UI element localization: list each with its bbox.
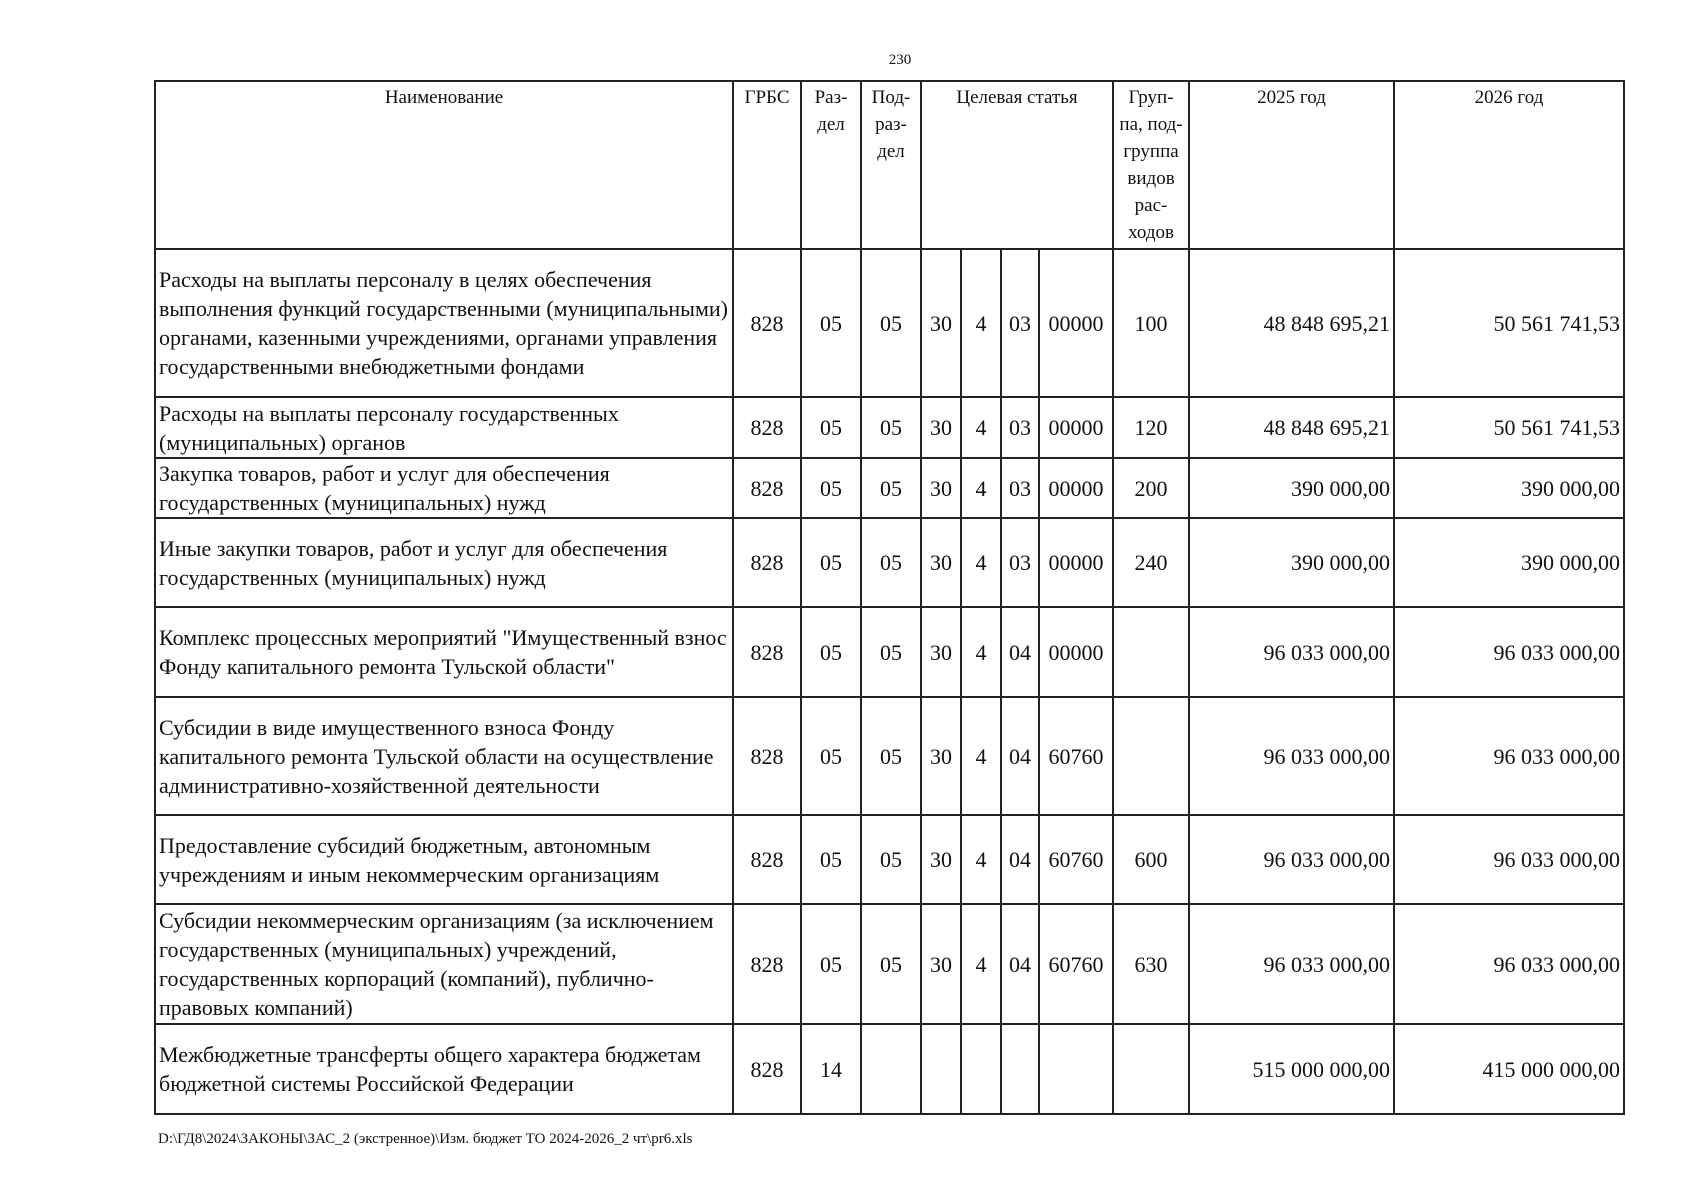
- cell-rz: 14: [801, 1024, 861, 1114]
- table-row: [155, 815, 1624, 904]
- cell-cs4: 00000: [1039, 458, 1113, 518]
- cell-rz: 05: [801, 815, 861, 904]
- cell-grbs: 828: [733, 397, 801, 458]
- cell-name: Субсидии некоммерческим организациям (за исключением государственных (муниципальных) учреждений, государственных корпораций (компаний), публично-правовых компаний): [155, 904, 733, 1024]
- cell-vr: [1113, 607, 1189, 697]
- cell-cs1: [921, 1024, 961, 1114]
- table-row: [155, 607, 1624, 697]
- cell-y2025: 515 000 000,00: [1189, 1024, 1394, 1114]
- cell-cs4: 00000: [1039, 249, 1113, 397]
- cell-y2025: 48 848 695,21: [1189, 397, 1394, 458]
- cell-name: Иные закупки товаров, работ и услуг для обеспечения государственных (муниципальных) нужд: [155, 518, 733, 607]
- cell-grbs: 828: [733, 607, 801, 697]
- cell-grbs: 828: [733, 518, 801, 607]
- page-number: 230: [888, 52, 912, 68]
- header-razdel: Раз- дел: [801, 81, 861, 249]
- table-row: [155, 1024, 1624, 1114]
- cell-pr: 05: [861, 904, 921, 1024]
- cell-y2026: 390 000,00: [1394, 518, 1624, 607]
- cell-cs4: [1039, 1024, 1113, 1114]
- budget-table: [154, 80, 1625, 1115]
- cell-pr: 05: [861, 607, 921, 697]
- cell-cs2: 4: [961, 815, 1001, 904]
- table-row: [155, 518, 1624, 607]
- cell-pr: [861, 1024, 921, 1114]
- cell-cs3: 03: [1001, 397, 1039, 458]
- cell-y2026: 50 561 741,53: [1394, 249, 1624, 397]
- cell-rz: 05: [801, 904, 861, 1024]
- cell-y2026: 50 561 741,53: [1394, 397, 1624, 458]
- cell-y2025: 96 033 000,00: [1189, 607, 1394, 697]
- cell-pr: 05: [861, 249, 921, 397]
- cell-cs4: 00000: [1039, 518, 1113, 607]
- cell-vr: 240: [1113, 518, 1189, 607]
- cell-y2026: 96 033 000,00: [1394, 607, 1624, 697]
- cell-pr: 05: [861, 458, 921, 518]
- cell-y2025: 96 033 000,00: [1189, 904, 1394, 1024]
- cell-cs1: 30: [921, 397, 961, 458]
- cell-name: Расходы на выплаты персоналу в целях обеспечения выполнения функций государственными (муниципальными) органами, казенными учреждениями, органами управления государственными внебюджетными фондами: [155, 249, 733, 397]
- cell-cs1: 30: [921, 904, 961, 1024]
- table-row: [155, 249, 1624, 397]
- cell-name: Субсидии в виде имущественного взноса Фонду капитального ремонта Тульской области на осуществление административно-хозяйственной деятельности: [155, 697, 733, 815]
- cell-cs2: 4: [961, 607, 1001, 697]
- cell-vr: [1113, 1024, 1189, 1114]
- file-path-footer: D:\ГД8\2024\ЗАКОНЫ\ЗАС_2 (экстренное)\Изм. бюджет ТО 2024-2026_2 чт\pr6.xls: [158, 1131, 693, 1147]
- cell-cs3: [1001, 1024, 1039, 1114]
- cell-rz: 05: [801, 607, 861, 697]
- cell-y2026: 96 033 000,00: [1394, 815, 1624, 904]
- cell-name: Расходы на выплаты персоналу государственных (муниципальных) органов: [155, 397, 733, 458]
- cell-pr: 05: [861, 397, 921, 458]
- cell-cs2: 4: [961, 249, 1001, 397]
- cell-cs3: 03: [1001, 458, 1039, 518]
- header-name: Наименование: [155, 81, 733, 249]
- cell-cs3: 03: [1001, 249, 1039, 397]
- cell-cs1: 30: [921, 815, 961, 904]
- cell-vr: 120: [1113, 397, 1189, 458]
- cell-name: Комплекс процессных мероприятий "Имущественный взнос Фонду капитального ремонта Тульской области": [155, 607, 733, 697]
- cell-y2025: 390 000,00: [1189, 518, 1394, 607]
- cell-y2025: 96 033 000,00: [1189, 815, 1394, 904]
- cell-pr: 05: [861, 815, 921, 904]
- cell-cs3: 03: [1001, 518, 1039, 607]
- header-year-2026: 2026 год: [1394, 81, 1624, 249]
- cell-rz: 05: [801, 397, 861, 458]
- table-row: [155, 458, 1624, 518]
- cell-grbs: 828: [733, 904, 801, 1024]
- header-grbs: ГРБС: [733, 81, 801, 249]
- cell-y2026: 96 033 000,00: [1394, 904, 1624, 1024]
- cell-cs2: [961, 1024, 1001, 1114]
- cell-y2025: 48 848 695,21: [1189, 249, 1394, 397]
- cell-vr: 100: [1113, 249, 1189, 397]
- table-row: [155, 397, 1624, 458]
- cell-cs3: 04: [1001, 697, 1039, 815]
- cell-grbs: 828: [733, 1024, 801, 1114]
- cell-vr: 600: [1113, 815, 1189, 904]
- cell-cs4: 00000: [1039, 607, 1113, 697]
- cell-cs3: 04: [1001, 607, 1039, 697]
- cell-name: Межбюджетные трансферты общего характера бюджетам бюджетной системы Российской Федерации: [155, 1024, 733, 1114]
- cell-cs2: 4: [961, 697, 1001, 815]
- cell-rz: 05: [801, 249, 861, 397]
- table-row: [155, 697, 1624, 815]
- table-row: [155, 904, 1624, 1024]
- cell-y2025: 390 000,00: [1189, 458, 1394, 518]
- cell-pr: 05: [861, 697, 921, 815]
- cell-vr: 200: [1113, 458, 1189, 518]
- cell-y2026: 415 000 000,00: [1394, 1024, 1624, 1114]
- cell-cs2: 4: [961, 397, 1001, 458]
- cell-name: Закупка товаров, работ и услуг для обеспечения государственных (муниципальных) нужд: [155, 458, 733, 518]
- cell-grbs: 828: [733, 815, 801, 904]
- cell-cs1: 30: [921, 607, 961, 697]
- cell-cs1: 30: [921, 697, 961, 815]
- header-year-2025: 2025 год: [1189, 81, 1394, 249]
- cell-cs4: 60760: [1039, 904, 1113, 1024]
- cell-y2026: 390 000,00: [1394, 458, 1624, 518]
- cell-vr: [1113, 697, 1189, 815]
- cell-cs4: 60760: [1039, 697, 1113, 815]
- cell-cs1: 30: [921, 458, 961, 518]
- cell-grbs: 828: [733, 697, 801, 815]
- cell-cs3: 04: [1001, 815, 1039, 904]
- cell-vr: 630: [1113, 904, 1189, 1024]
- cell-pr: 05: [861, 518, 921, 607]
- cell-rz: 05: [801, 697, 861, 815]
- header-podrazdel: Под- раз- дел: [861, 81, 921, 249]
- cell-grbs: 828: [733, 458, 801, 518]
- cell-cs2: 4: [961, 518, 1001, 607]
- header-target-article: Целевая статья: [921, 81, 1113, 249]
- cell-cs4: 60760: [1039, 815, 1113, 904]
- cell-cs4: 00000: [1039, 397, 1113, 458]
- cell-cs1: 30: [921, 518, 961, 607]
- cell-cs2: 4: [961, 904, 1001, 1024]
- cell-grbs: 828: [733, 249, 801, 397]
- cell-y2026: 96 033 000,00: [1394, 697, 1624, 815]
- cell-y2025: 96 033 000,00: [1189, 697, 1394, 815]
- header-expense-group: Груп- па, под- группа видов рас- ходов: [1113, 81, 1189, 249]
- cell-cs2: 4: [961, 458, 1001, 518]
- cell-cs3: 04: [1001, 904, 1039, 1024]
- cell-name: Предоставление субсидий бюджетным, автономным учреждениям и иным некоммерческим организациям: [155, 815, 733, 904]
- cell-cs1: 30: [921, 249, 961, 397]
- cell-rz: 05: [801, 518, 861, 607]
- cell-rz: 05: [801, 458, 861, 518]
- table-header-row: [155, 81, 1624, 249]
